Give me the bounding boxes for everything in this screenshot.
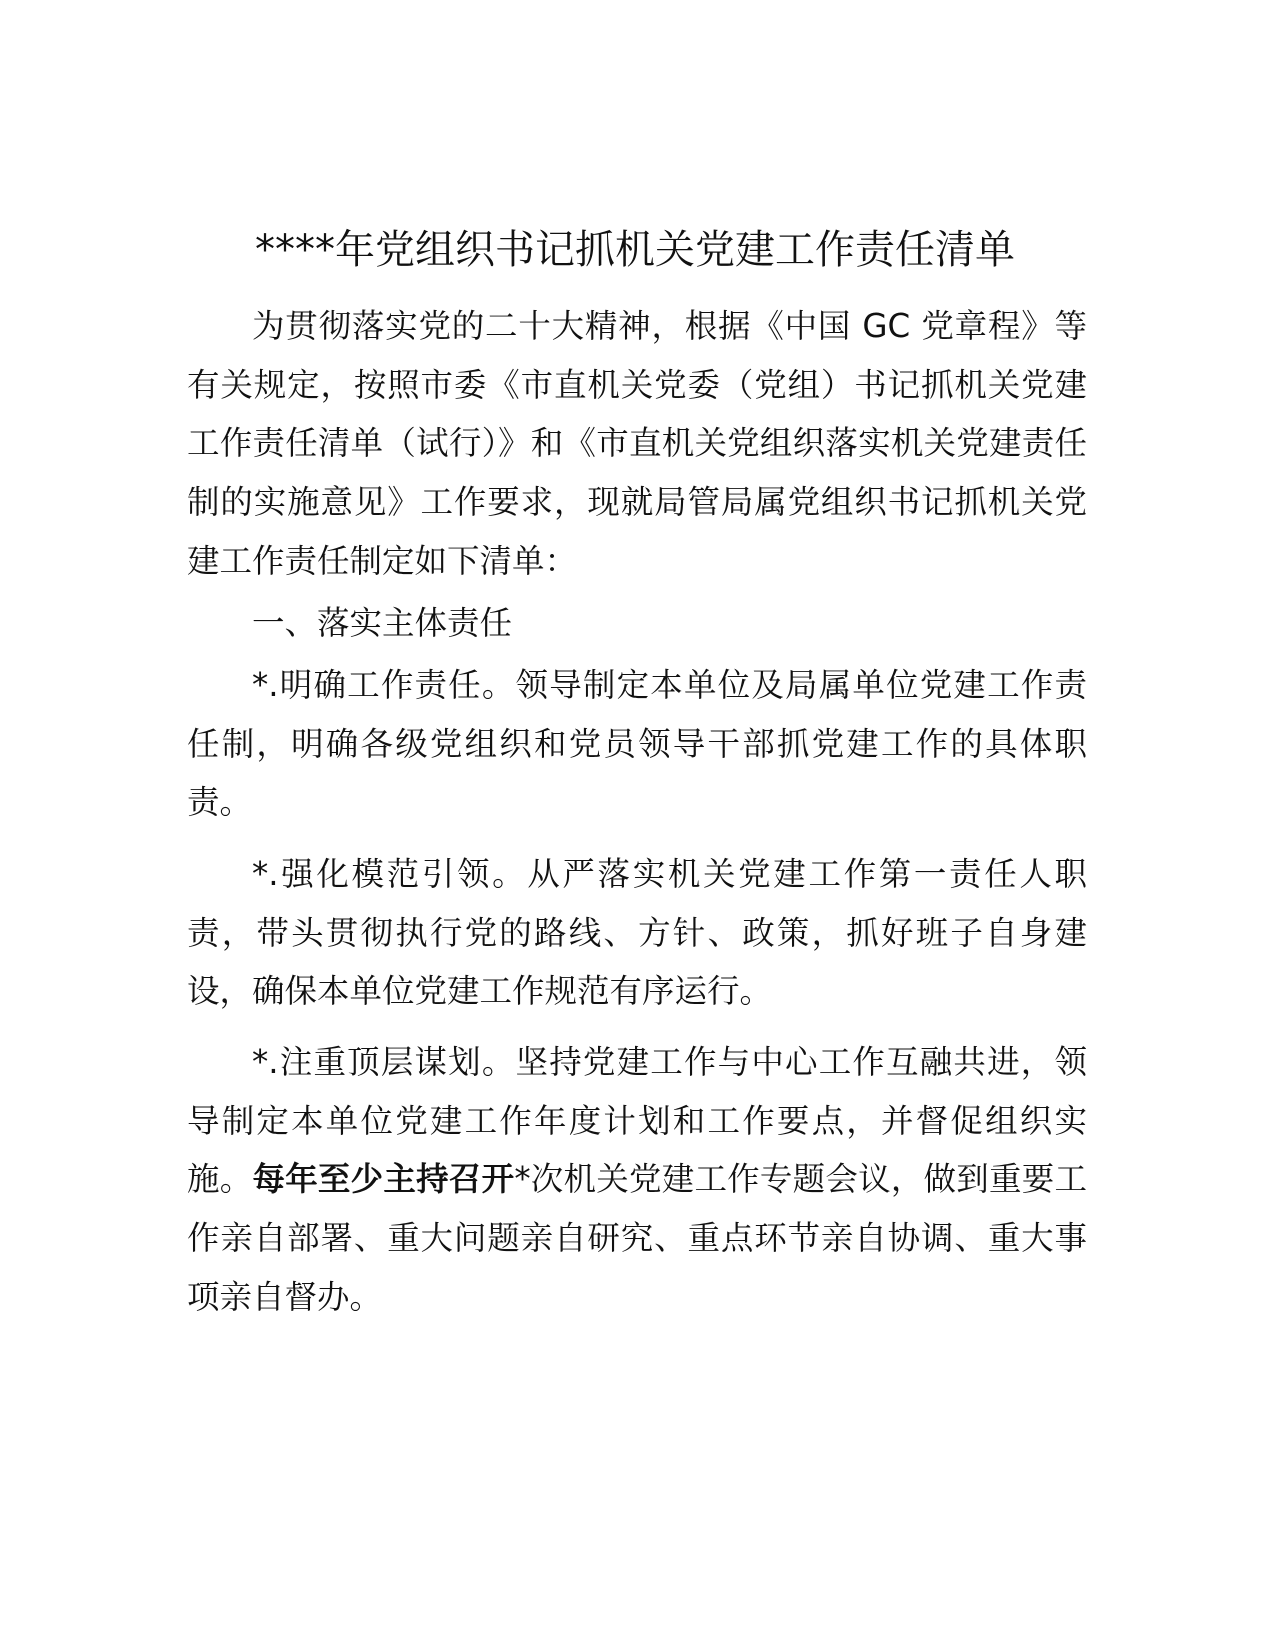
document-title: ****年党组织书记抓机关党建工作责任清单 [255,227,1015,273]
list-item-text: *次机关党建工作专题会议，做到重要工作亲自部署、重大问题亲自研究、重点环节亲自协调、重大事项亲自督办。 [187,1160,1087,1316]
list-item: *.明确工作责任。领导制定本单位及局属单位党建工作责任制，明确各级党组织和党员领导干部抓党建工作的具体职责。 [187,666,1087,822]
section-heading: 一、落实主体责任 [252,604,513,642]
intro-paragraph: 为贯彻落实党的二十大精神，根据《中国 GC 党章程》等有关规定，按照市委《市直机关党委（党组）书记抓机关党建工作责任清单（试行）》和《市直机关党组织落实机关党建责任制的实施意见》工作要求，现就局管局属党组织书记抓机关党建工作责任制定如下清单： [187,307,1087,580]
list-item [187,1033,1087,1327]
list-item-text: *.注重顶层谋划。坚持党建工作与中心工作互融共进，领导制定本单位党建工作年度计划和工作要点，并督促组织实施。 [187,1043,1087,1199]
list-item: *.强化模范引领。从严落实机关党建工作第一责任人职责，带头贯彻执行党的路线、方针、政策，抓好班子自身建设，确保本单位党建工作规范有序运行。 [187,855,1087,1011]
list-item-bold-text: 每年至少主持召开 [252,1160,515,1199]
